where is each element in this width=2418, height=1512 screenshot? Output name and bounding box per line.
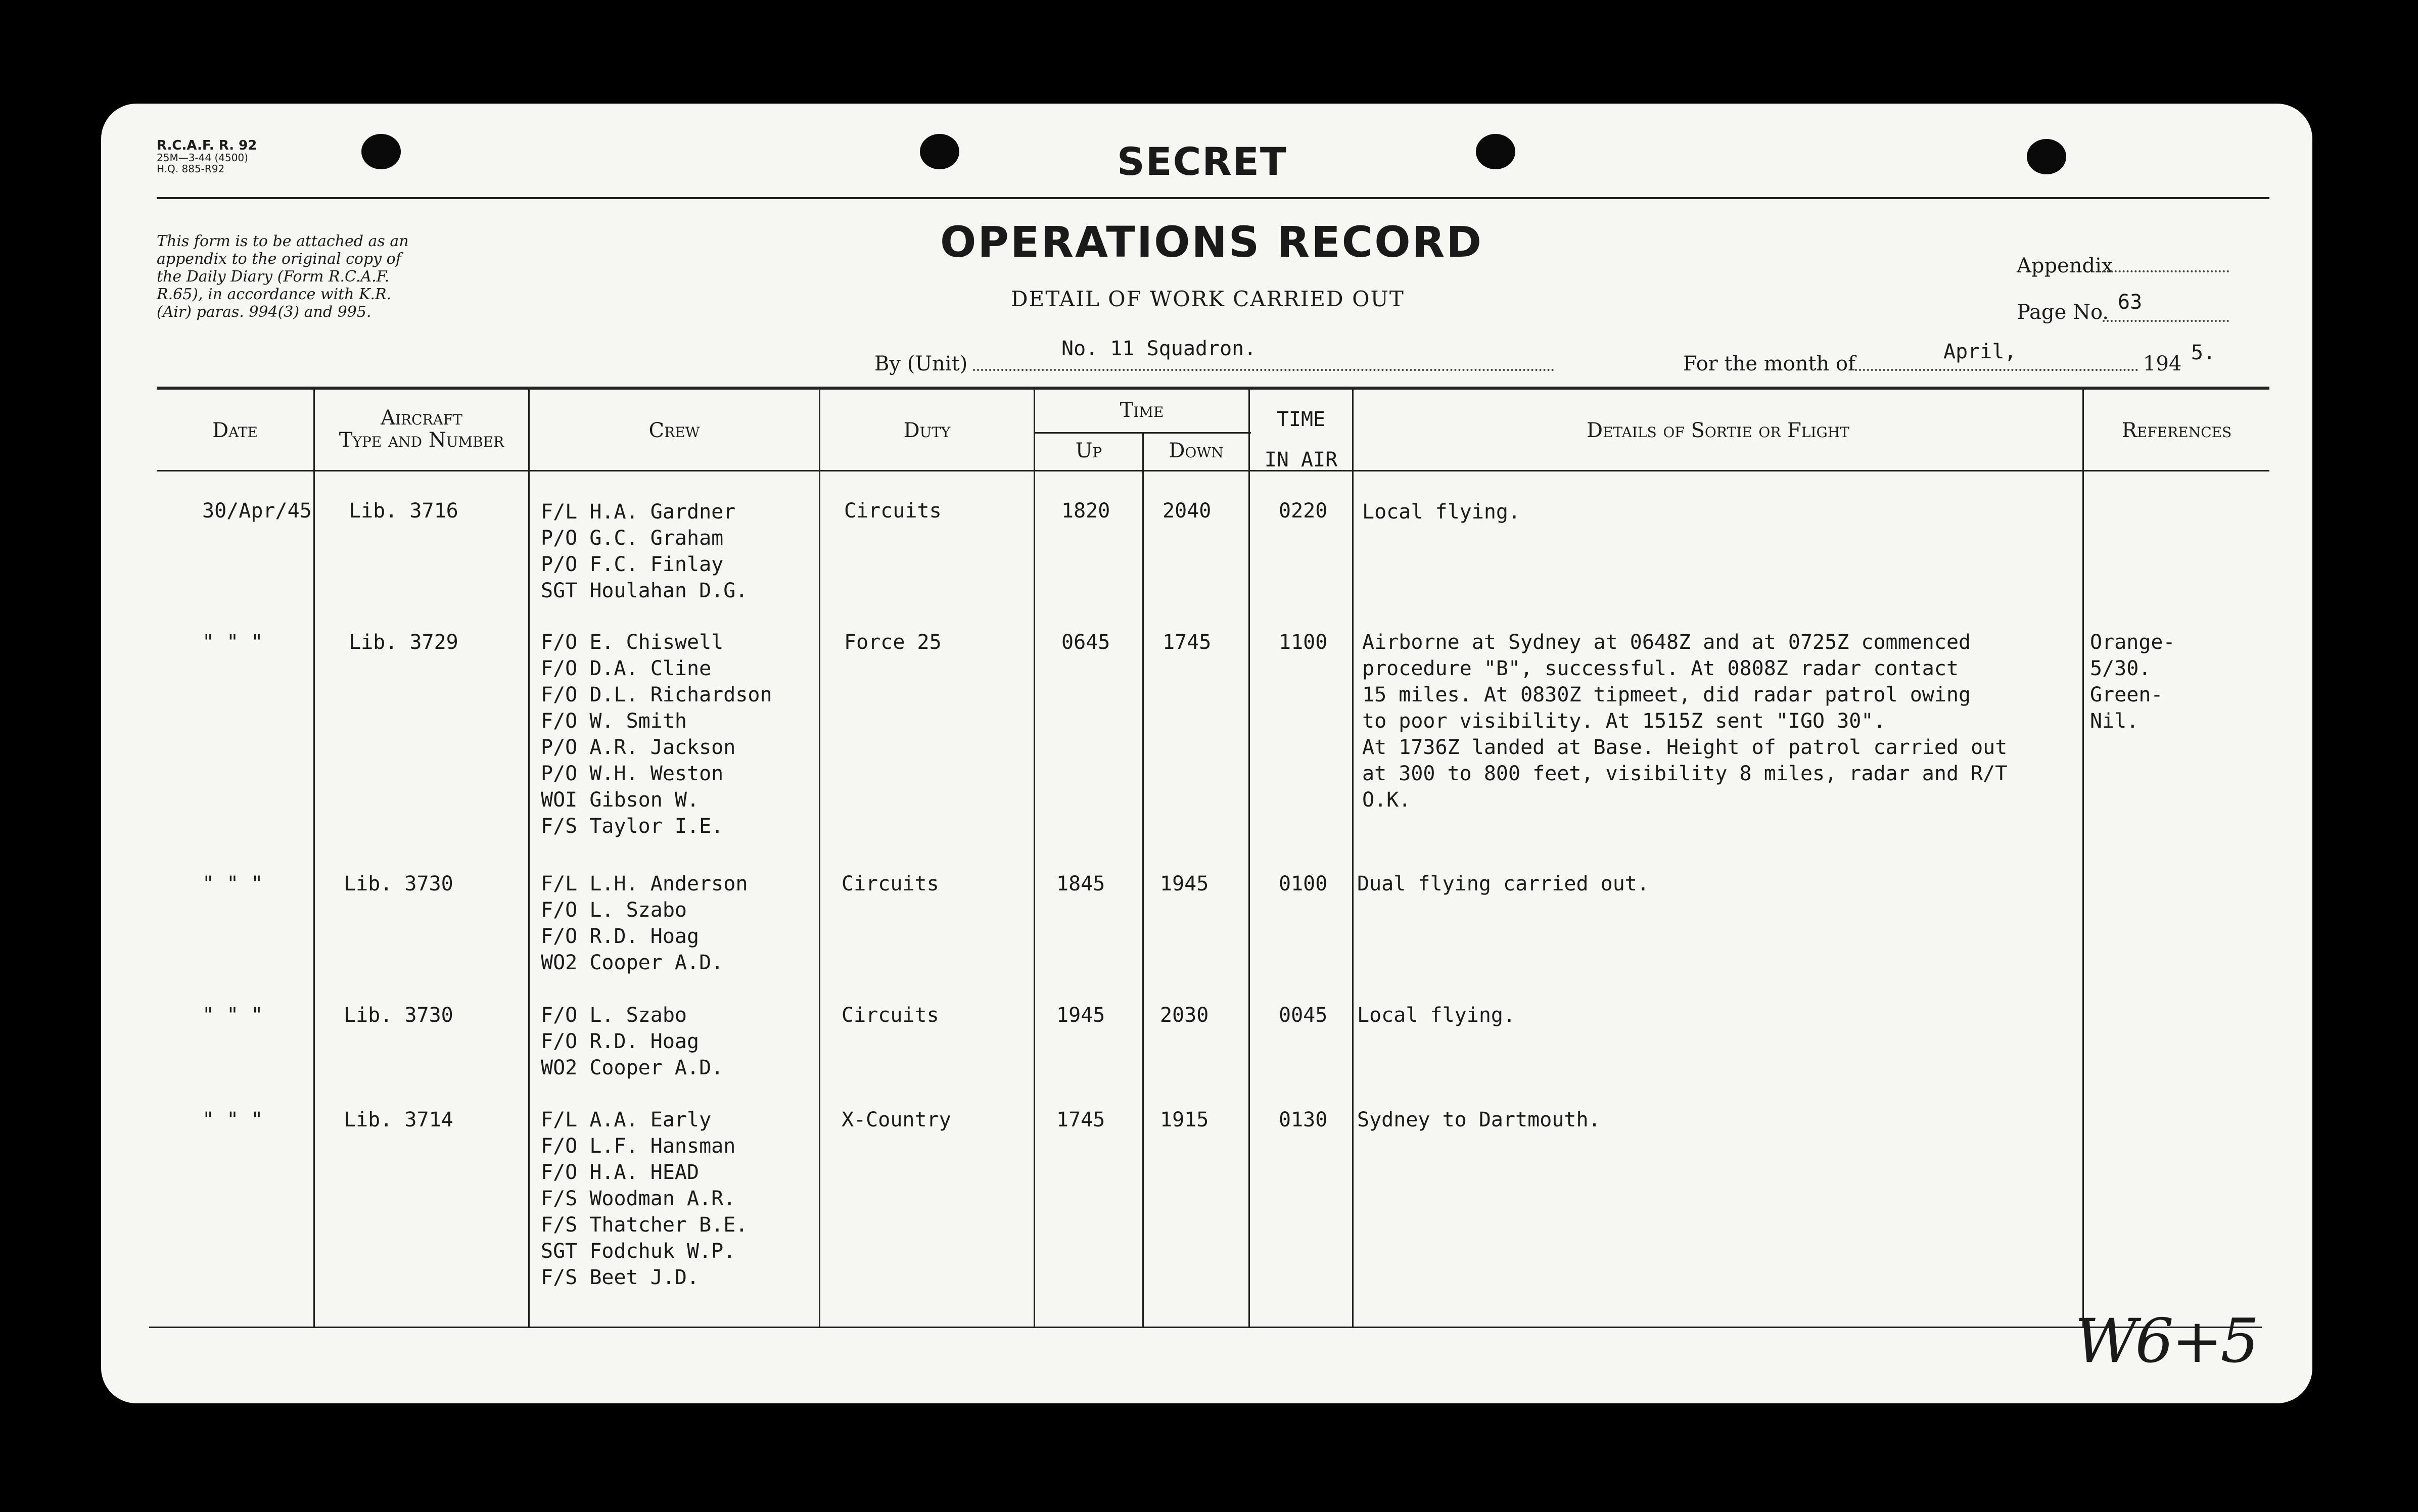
page-number: 63 bbox=[2118, 291, 2143, 314]
crew-member: F/L L.H. Anderson bbox=[541, 872, 748, 895]
classification-stamp: SECRET bbox=[1117, 139, 1287, 184]
unit-label: By (Unit) bbox=[874, 352, 968, 375]
hq-reference: H.Q. 885-R92 bbox=[157, 163, 225, 175]
row-duty: X-Country bbox=[842, 1108, 951, 1131]
details-line: 15 miles. At 0830Z tipmeet, did radar patrol owing bbox=[1362, 683, 1971, 706]
header-time: Time bbox=[1120, 399, 1164, 422]
header-references: References bbox=[2121, 419, 2232, 442]
crew-member: WO2 Cooper A.D. bbox=[541, 951, 724, 974]
crew-member: F/O W. Smith bbox=[541, 710, 687, 733]
row-time-in-air: 0130 bbox=[1279, 1108, 1328, 1131]
crew-member: F/O E. Chiswell bbox=[541, 631, 724, 654]
header-down: Down bbox=[1169, 439, 1224, 462]
column-divider bbox=[1034, 390, 1035, 1328]
row-date: " " " bbox=[202, 631, 263, 654]
details-line: O.K. bbox=[1362, 788, 1411, 812]
row-crew bbox=[541, 1107, 748, 1291]
row-crew bbox=[541, 629, 772, 839]
row-duty: Circuits bbox=[844, 499, 942, 523]
crew-member: F/O R.D. Hoag bbox=[541, 1030, 700, 1053]
header-up: Up bbox=[1075, 439, 1102, 462]
row-aircraft: Lib. 3716 bbox=[349, 499, 458, 523]
reference-line: Nil. bbox=[2090, 710, 2139, 733]
appendix-line bbox=[2103, 270, 2229, 272]
header-aircraft-line1: Aircraft bbox=[381, 406, 462, 430]
crew-member: F/O D.L. Richardson bbox=[541, 683, 772, 706]
crew-member: F/O R.D. Hoag bbox=[541, 925, 700, 948]
crew-member: SGT Fodchuk W.P. bbox=[541, 1240, 736, 1263]
year-suffix: 5. bbox=[2191, 341, 2216, 364]
crew-member: F/S Thatcher B.E. bbox=[541, 1213, 748, 1237]
crew-member: SGT Houlahan D.G. bbox=[541, 579, 748, 602]
month-value: April, bbox=[1943, 340, 2017, 363]
table-bottom-rule bbox=[149, 1327, 2262, 1328]
crew-member: F/O H.A. HEAD bbox=[541, 1161, 700, 1184]
details-line: to poor visibility. At 1515Z sent "IGO 30". bbox=[1362, 710, 1886, 733]
column-divider bbox=[819, 390, 820, 1328]
row-time-in-air: 0220 bbox=[1279, 499, 1328, 523]
crew-member: WO2 Cooper A.D. bbox=[541, 1056, 724, 1079]
row-details: Dual flying carried out. bbox=[1357, 872, 1649, 895]
header-duty: Duty bbox=[903, 419, 951, 442]
crew-member: F/S Woodman A.R. bbox=[541, 1187, 736, 1210]
crew-member: F/L A.A. Early bbox=[541, 1108, 712, 1131]
header-time-in-air-line2: IN AIR bbox=[1264, 448, 1338, 471]
operations-record-card bbox=[101, 104, 2312, 1403]
row-time-up: 1845 bbox=[1056, 872, 1105, 895]
header-time-in-air bbox=[1250, 399, 1352, 480]
form-number: R.C.A.F. R. 92 bbox=[157, 138, 257, 153]
column-divider bbox=[528, 390, 530, 1328]
header-rule-top bbox=[157, 387, 2269, 390]
row-details: Sydney to Dartmouth. bbox=[1357, 1108, 1601, 1131]
row-aircraft: Lib. 3730 bbox=[344, 1004, 453, 1027]
header-rule-bottom bbox=[157, 470, 2269, 471]
crew-member: F/O L.F. Hansman bbox=[541, 1135, 736, 1158]
column-divider bbox=[1142, 432, 1144, 1328]
row-time-up: 0645 bbox=[1061, 631, 1110, 654]
row-date: " " " bbox=[202, 1004, 263, 1027]
row-details: Local flying. bbox=[1357, 1004, 1516, 1027]
row-aircraft: Lib. 3714 bbox=[344, 1108, 453, 1131]
unit-value: No. 11 Squadron. bbox=[1061, 337, 1257, 360]
crew-member: F/S Taylor I.E. bbox=[541, 815, 724, 838]
row-time-down: 2040 bbox=[1162, 499, 1212, 523]
row-aircraft: Lib. 3729 bbox=[349, 631, 458, 654]
page-line bbox=[2103, 320, 2229, 322]
row-time-down: 1945 bbox=[1160, 872, 1209, 895]
row-time-in-air: 1100 bbox=[1279, 631, 1328, 654]
header-details: Details of Sortie or Flight bbox=[1587, 419, 1849, 442]
punch-hole bbox=[920, 134, 959, 169]
row-time-down: 1745 bbox=[1162, 631, 1212, 654]
crew-member: WOI Gibson W. bbox=[541, 788, 700, 812]
crew-member: P/O F.C. Finlay bbox=[541, 553, 724, 576]
crew-member: F/S Beet J.D. bbox=[541, 1266, 700, 1289]
row-date: " " " bbox=[202, 872, 263, 895]
time-header-rule bbox=[1034, 432, 1251, 434]
details-line: At 1736Z landed at Base. Height of patrol carried out bbox=[1362, 736, 2008, 759]
row-crew bbox=[541, 1002, 723, 1081]
row-details: Local flying. bbox=[1362, 500, 1521, 524]
header-crew: Crew bbox=[648, 419, 700, 442]
year-prefix: 194 bbox=[2143, 352, 2182, 375]
column-divider bbox=[1248, 390, 1250, 1328]
row-details bbox=[1362, 629, 2007, 813]
row-crew bbox=[541, 499, 748, 604]
punch-hole bbox=[2027, 139, 2066, 174]
row-time-up: 1820 bbox=[1061, 499, 1110, 523]
row-time-down: 1915 bbox=[1160, 1108, 1209, 1131]
handwritten-signature: W6+5 bbox=[2075, 1306, 2257, 1377]
crew-member: P/O A.R. Jackson bbox=[541, 736, 736, 759]
month-line bbox=[1855, 369, 2138, 371]
top-rule bbox=[157, 197, 2269, 199]
row-duty: Force 25 bbox=[844, 631, 942, 654]
form-subtitle: DETAIL OF WORK CARRIED OUT bbox=[1011, 287, 1405, 311]
column-divider bbox=[2082, 390, 2084, 1328]
header-aircraft-line2: Type and Number bbox=[339, 429, 504, 452]
row-time-in-air: 0100 bbox=[1279, 872, 1328, 895]
row-time-up: 1945 bbox=[1056, 1004, 1105, 1027]
unit-line bbox=[973, 369, 1554, 371]
form-identifier bbox=[157, 139, 257, 174]
attachment-note: This form is to be attached as an appendix to the original copy of the Daily Diary (Form R.C.A.F. R.65), in accordance with K.R. (Air) paras. 994(3) and 995. bbox=[157, 232, 409, 321]
punch-hole bbox=[1476, 134, 1515, 169]
column-divider bbox=[313, 390, 315, 1328]
crew-member: P/O W.H. Weston bbox=[541, 762, 724, 785]
punch-hole bbox=[361, 134, 401, 169]
row-crew bbox=[541, 871, 748, 976]
header-time-in-air-line1: TIME bbox=[1276, 408, 1326, 431]
details-line: Airborne at Sydney at 0648Z and at 0725Z commenced bbox=[1362, 631, 1971, 654]
header-date: Date bbox=[212, 419, 258, 442]
row-date: " " " bbox=[202, 1108, 263, 1131]
details-line: at 300 to 800 feet, visibility 8 miles, radar and R/T bbox=[1362, 762, 2008, 785]
header-aircraft bbox=[315, 407, 528, 451]
crew-member: P/O G.C. Graham bbox=[541, 527, 724, 550]
row-duty: Circuits bbox=[842, 872, 939, 895]
appendix-label: Appendix bbox=[2017, 254, 2113, 277]
reference-line: Orange- bbox=[2090, 631, 2175, 654]
form-title: OPERATIONS RECORD bbox=[940, 217, 1483, 267]
page-label: Page No. bbox=[2017, 301, 2109, 324]
row-duty: Circuits bbox=[842, 1004, 939, 1027]
reference-line: Green- bbox=[2090, 683, 2163, 706]
details-line: procedure "B", successful. At 0808Z radar contact bbox=[1362, 657, 1959, 680]
row-references bbox=[2090, 629, 2175, 734]
crew-member: F/L H.A. Gardner bbox=[541, 500, 736, 524]
print-code: 25M—3-44 (4500) bbox=[157, 152, 248, 164]
crew-member: F/O D.A. Cline bbox=[541, 657, 712, 680]
column-divider bbox=[1352, 390, 1354, 1328]
crew-member: F/O L. Szabo bbox=[541, 899, 687, 922]
row-time-up: 1745 bbox=[1056, 1108, 1105, 1131]
reference-line: 5/30. bbox=[2090, 657, 2151, 680]
row-time-down: 2030 bbox=[1160, 1004, 1209, 1027]
crew-member: F/O L. Szabo bbox=[541, 1004, 687, 1027]
month-label: For the month of bbox=[1683, 352, 1855, 375]
row-aircraft: Lib. 3730 bbox=[344, 872, 453, 895]
row-date: 30/Apr/45 bbox=[202, 499, 312, 523]
row-time-in-air: 0045 bbox=[1279, 1004, 1328, 1027]
